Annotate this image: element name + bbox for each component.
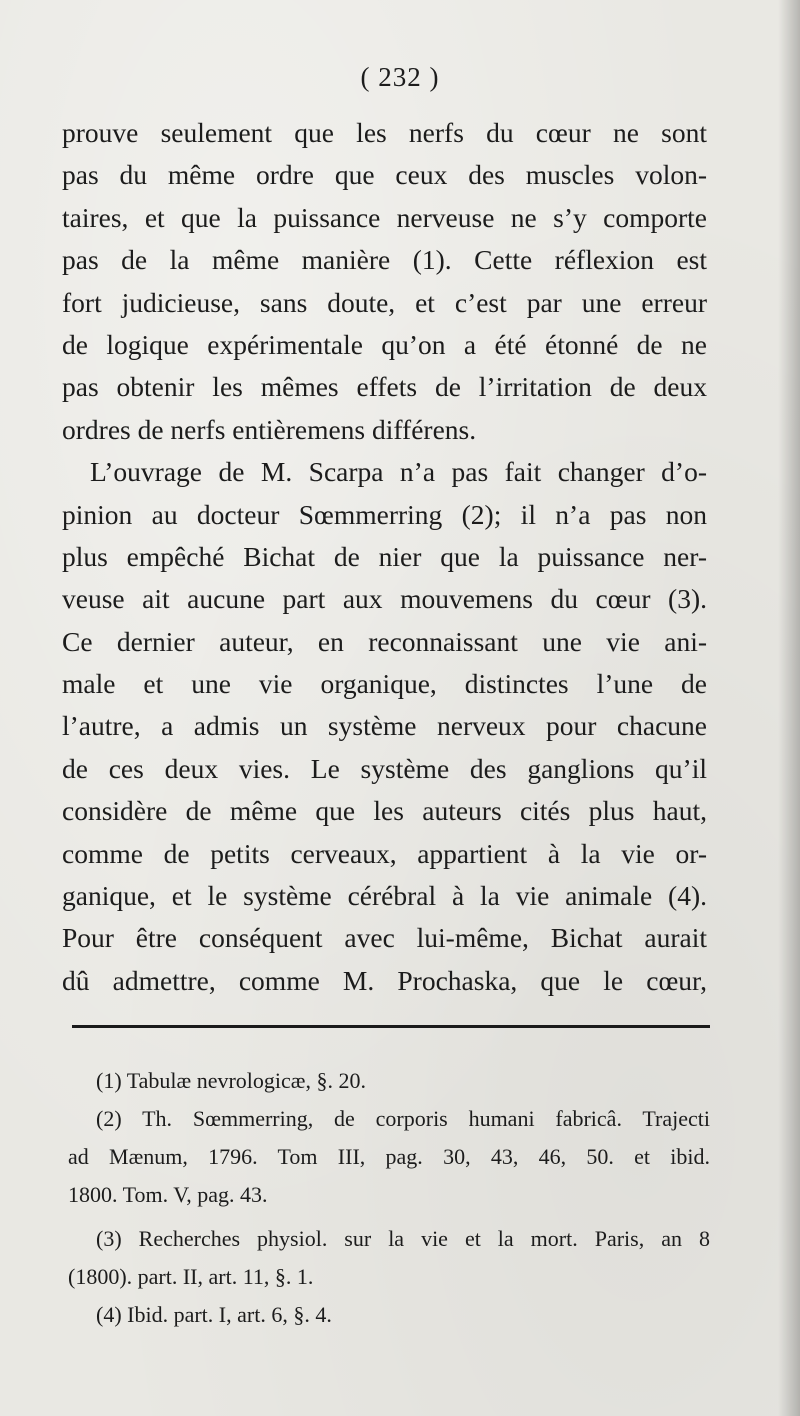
footnote-2-line-3: 1800. Tom. V, pag. 43. [68,1182,268,1207]
text-line: l’autre, a admis un système nerveux pour chacune [62,710,707,742]
text-line: de ces deux vies. Le système des ganglions qu’il [62,752,707,784]
text-line: plus empêché Bichat de nier que la puissance ner- [62,540,707,572]
text-line: pinion au docteur Sœmmerring (2); il n’a pas non [62,498,707,530]
text-line: fort judicieuse, sans doute, et c’est par une erreur [62,286,707,318]
footnote-separator [72,1025,710,1028]
page-number-header: ( 232 ) [360,62,440,92]
text-line: Ce dernier auteur, en reconnaissant une vie ani- [62,625,707,657]
text-line: ganique, et le système cérébral à la vie animale (4). [62,880,707,912]
footnote-2-line-1: (2) Th. Sœmmerring, de corporis humani fabricâ. Trajecti [96,1106,710,1131]
footnotes [68,1062,710,1334]
text-line: veuse ait aucune part aux mouvemens du cœur (3). [62,583,707,615]
text-line: taires, et que la puissance nerveuse ne s’y comporte [62,201,707,233]
footnote-3-line-2: (1800). part. II, art. 11, §. 1. [68,1264,314,1289]
text-line: dû admettre, comme M. Prochaska, que le cœur, [62,964,707,996]
footnote-3-line-1: (3) Recherches physiol. sur la vie et la mort. Paris, an 8 [96,1226,710,1251]
footnote-1: (1) Tabulæ nevrologicæ, §. 20. [96,1068,366,1093]
text-line: Pour être conséquent avec lui-même, Bichat aurait [62,922,707,954]
text-line: pas du même ordre que ceux des muscles volon- [62,159,707,191]
text-line: comme de petits cerveaux, appartient à la vie or- [62,837,707,869]
text-line: pas obtenir les mêmes effets de l’irritation de deux [62,371,707,403]
text-line: L’ouvrage de M. Scarpa n’a pas fait changer d’o- [90,456,707,488]
body-text [62,112,707,1002]
footnote-2-line-2: ad Mænum, 1796. Tom III, pag. 30, 43, 46, 50. et ibid. [68,1144,710,1169]
footnote-4: (4) Ibid. part. I, art. 6, §. 4. [96,1302,332,1327]
text-line: prouve seulement que les nerfs du cœur ne sont [62,117,707,148]
text-line: considère de même que les auteurs cités plus haut, [62,795,707,827]
text-line: de logique expérimentale qu’on a été étonné de ne [62,328,707,360]
page-edge-shadow [778,0,800,1416]
text-line: ordres de nerfs entièremens différens. [62,413,477,445]
text-line: male et une vie organique, distinctes l’une de [62,668,707,700]
text-line: pas de la même manière (1). Cette réflexion est [62,244,707,276]
